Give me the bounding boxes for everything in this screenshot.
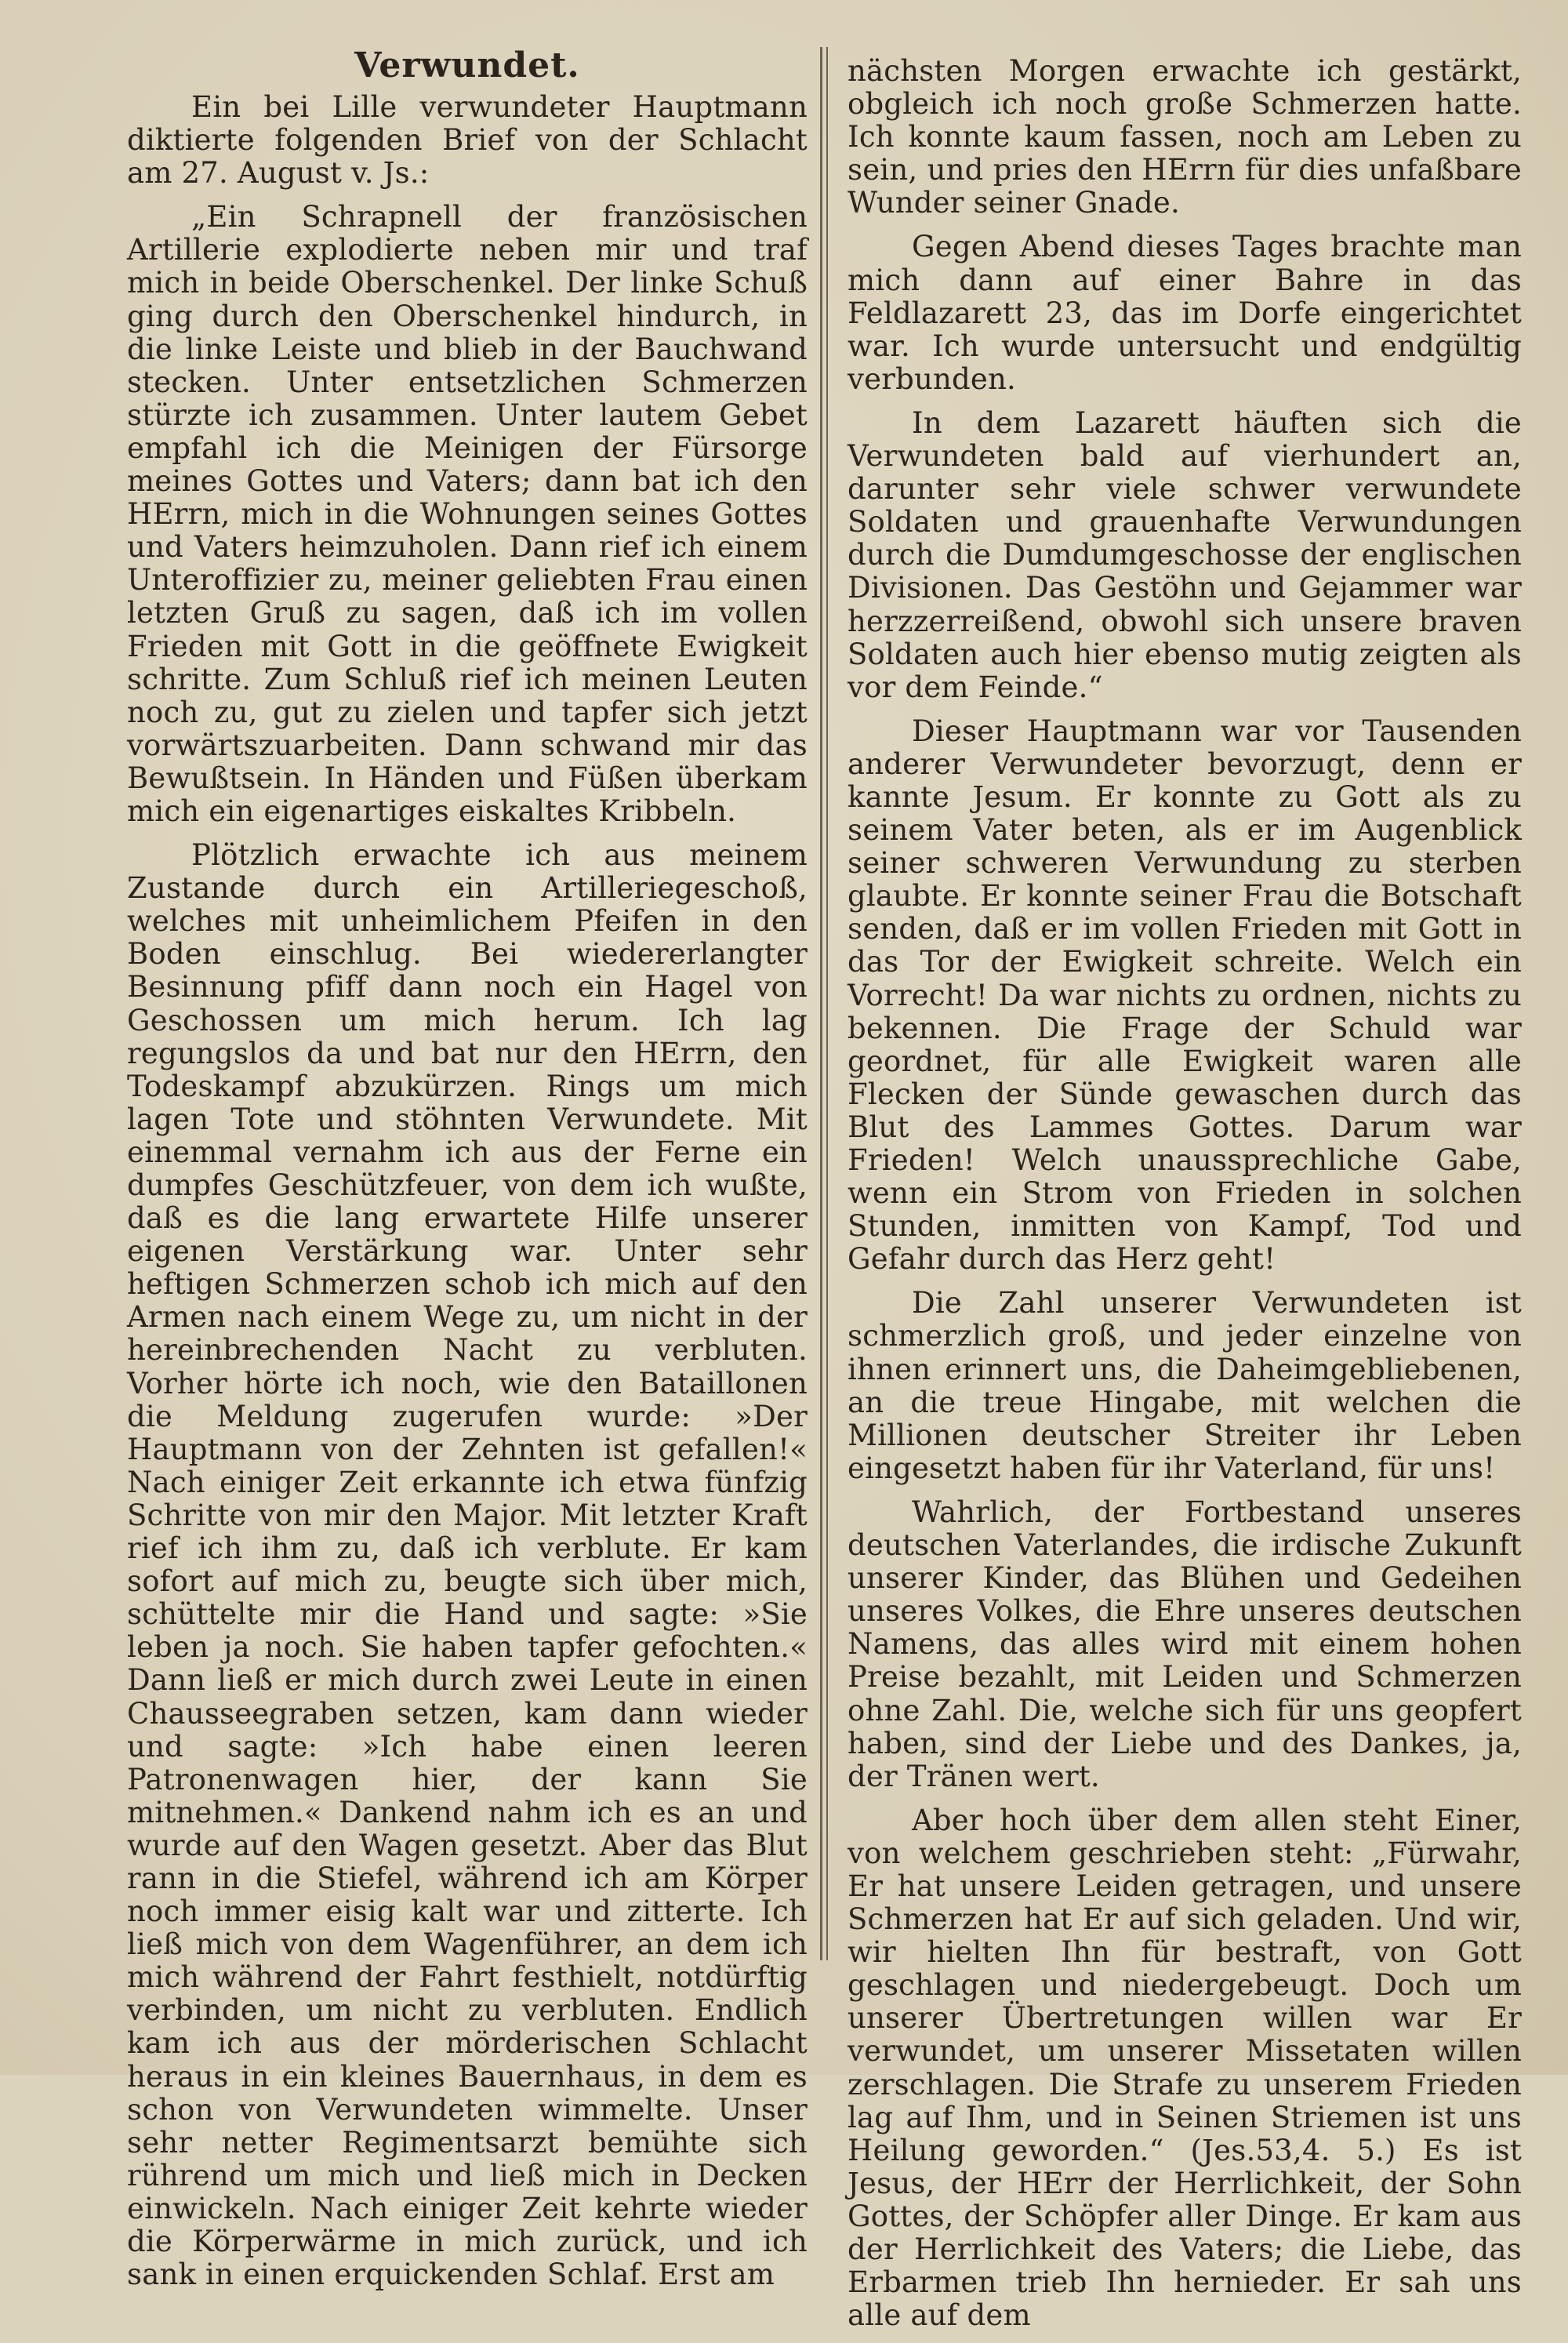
commentary-paragraph: Aber hoch über dem allen steht Einer, von welchem geschrieben steht: „Fürwahr, Er hat unsere Leiden getragen, und unsere Schmerzen hat Er auf sich geladen. Und wir, wir hielten Ihn für bestraft, von Gott geschlagen und niedergebeugt. Doch um unserer Übertretungen willen war Er verwundet, um unserer Missetaten willen zerschlagen. Die Strafe zu unserem Frieden lag auf Ihm, und in Seinen Striemen ist uns Heilung geworden.“ (Jes.53,4. 5.) Es ist Jesus, der HErr der Herrlichkeit, der Sohn Gottes, der Schöpfer aller Dinge. Er kam aus der Herrlichkeit des Vaters; die Liebe, das Erbarmen trieb Ihn hernieder. Er sah uns alle auf dem [848, 1803, 1522, 2333]
column-divider [826, 47, 828, 1960]
column-divider [820, 47, 822, 1960]
article-title: Verwundet. [354, 45, 580, 85]
commentary-paragraph: Die Zahl unserer Verwundeten ist schmerzlich groß, und jeder einzelne von ihnen erinnert uns, die Daheimgebliebenen, an die treue Hingabe, mit welchen die Millionen deutscher Streiter ihr Leben eingesetzt haben für ihr Vaterland, für uns! [848, 1286, 1522, 1485]
letter-paragraph: „Ein Schrapnell der französischen Artillerie explodierte neben mir und traf mich in beide Oberschenkel. Der linke Schuß ging durch den Oberschenkel hindurch, in die linke Leiste und blieb in der Bauchwand stecken. Unter entsetzlichen Schmerzen stürzte ich zusammen. Unter lautem Gebet empfahl ich die Meinigen der Fürsorge meines Gottes und Vaters; dann bat ich den HErrn, mich in die Wohnungen seines Gottes und Vaters heimzuholen. Dann rief ich einem Unteroffizier zu, meiner geliebten Frau einen letzten Gruß zu sagen, daß ich im vollen Frieden mit Gott in die geöffnete Ewigkeit schritte. Zum Schluß rief ich meinen Leuten noch zu, gut zu zielen und tapfer sich jetzt vorwärtszuarbeiten. Dann schwand mir das Bewußtsein. In Händen und Füßen überkam mich ein eigenartiges eiskaltes Kribbeln. [127, 200, 808, 828]
letter-paragraph: In dem Lazarett häuften sich die Verwundeten bald auf vierhundert an, darunter sehr viele schwer verwundete Soldaten und grauenhafte Verwundungen durch die Dumdumgeschosse der englischen Divisionen. Das Gestöhn und Gejammer war herzzerreißend, obwohl sich unsere braven Soldaten auch hier ebenso mutig zeigten als vor dem Feinde.“ [848, 405, 1522, 704]
intro-paragraph: Ein bei Lille verwundeter Hauptmann diktierte folgenden Brief von der Schlacht am 27. August v. Js.: [127, 90, 808, 191]
left-column [127, 45, 808, 2302]
commentary-paragraph: Dieser Hauptmann war vor Tausenden anderer Verwundeter bevorzugt, denn er kannte Jesum. Er konnte zu Gott als zu seinem Vater beten, als er im Augenblick seiner schweren Verwundung zu sterben glaubte. Er konnte seiner Frau die Botschaft senden, daß er im vollen Frieden mit Gott in das Tor der Ewigkeit schreite. Welch ein Vorrecht! Da war nichts zu ordnen, nichts zu bekennen. Die Frage der Schuld war geordnet, für alle Ewigkeit waren alle Flecken der Sünde gewaschen durch das Blut des Lammes Gottes. Darum war Frieden! Welch unaussprechliche Gabe, wenn ein Strom von Frieden in solchen Stunden, inmitten von Kampf, Tod und Gefahr durch das Herz geht! [848, 714, 1522, 1277]
letter-paragraph: Plötzlich erwachte ich aus meinem Zustande durch ein Artilleriegeschoß, welches mit unheimlichem Pfeifen in den Boden einschlug. Bei wiedererlangter Besinnung pfiff dann noch ein Hagel von Geschossen um mich herum. Ich lag regungslos da und bat nur den HErrn, den Todeskampf abzukürzen. Rings um mich lagen Tote und stöhnten Verwundete. Mit einemmal vernahm ich aus der Ferne ein dumpfes Geschützfeuer, von dem ich wußte, daß es die lang erwartete Hilfe unserer eigenen Verstärkung war. Unter sehr heftigen Schmerzen schob ich mich auf den Armen nach einem Wege zu, um nicht in der hereinbrechenden Nacht zu verbluten. Vorher hörte ich noch, wie den Bataillonen die Meldung zugerufen wurde: »Der Hauptmann von der Zehnten ist gefallen!« Nach einiger Zeit erkannte ich etwa fünfzig Schritte von mir den Major. Mit letzter Kraft rief ich ihm zu, daß ich verblute. Er kam sofort auf mich zu, beugte sich über mich, schüttelte mir die Hand und sagte: »Sie leben ja noch. Sie haben tapfer gefochten.« Dann ließ er mich durch zwei Leute in einen Chausseegraben setzen, kam dann wieder und sagte: »Ich habe einen leeren Patronenwagen hier, der kann Sie mitnehmen.« Dankend nahm ich es an und wurde auf den Wagen gesetzt. Aber das Blut rann in die Stiefel, während ich am Körper noch immer eisig kalt war und zitterte. Ich ließ mich von dem Wagenführer, an dem ich mich während der Fahrt festhielt, notdürftig verbinden, um nicht zu verbluten. Endlich kam ich aus der mörderischen Schlacht heraus in ein kleines Bauernhaus, in dem es schon von Verwundeten wimmelte. Unser sehr netter Regimentsarzt bemühte sich rührend um mich und ließ mich in Decken einwickeln. Nach einiger Zeit kehrte wieder die Körperwärme in mich zurück, und ich sank in einen erquickenden Schlaf. Erst am [127, 838, 808, 2292]
letter-paragraph-continued: nächsten Morgen erwachte ich gestärkt, obgleich ich noch große Schmerzen hatte. Ich konnte kaum fassen, noch am Leben zu sein, und pries den HErrn für dies unfaßbare Wunder seiner Gnade. [848, 54, 1522, 220]
right-column [848, 55, 1522, 2343]
commentary-paragraph: Wahrlich, der Fortbestand unseres deutschen Vaterlandes, die irdische Zukunft unserer Kinder, das Blühen und Gedeihen unseres Volkes, die Ehre unseres deutschen Namens, das alles wird mit einem hohen Preise bezahlt, mit Leiden und Schmerzen ohne Zahl. Die, welche sich für uns geopfert haben, sind der Liebe und des Dankes, ja, der Tränen wert. [848, 1495, 1522, 1793]
letter-paragraph: Gegen Abend dieses Tages brachte man mich dann auf einer Bahre in das Feldlazarett 23, das im Dorfe eingerichtet war. Ich wurde untersucht und endgültig verbunden. [848, 230, 1522, 396]
